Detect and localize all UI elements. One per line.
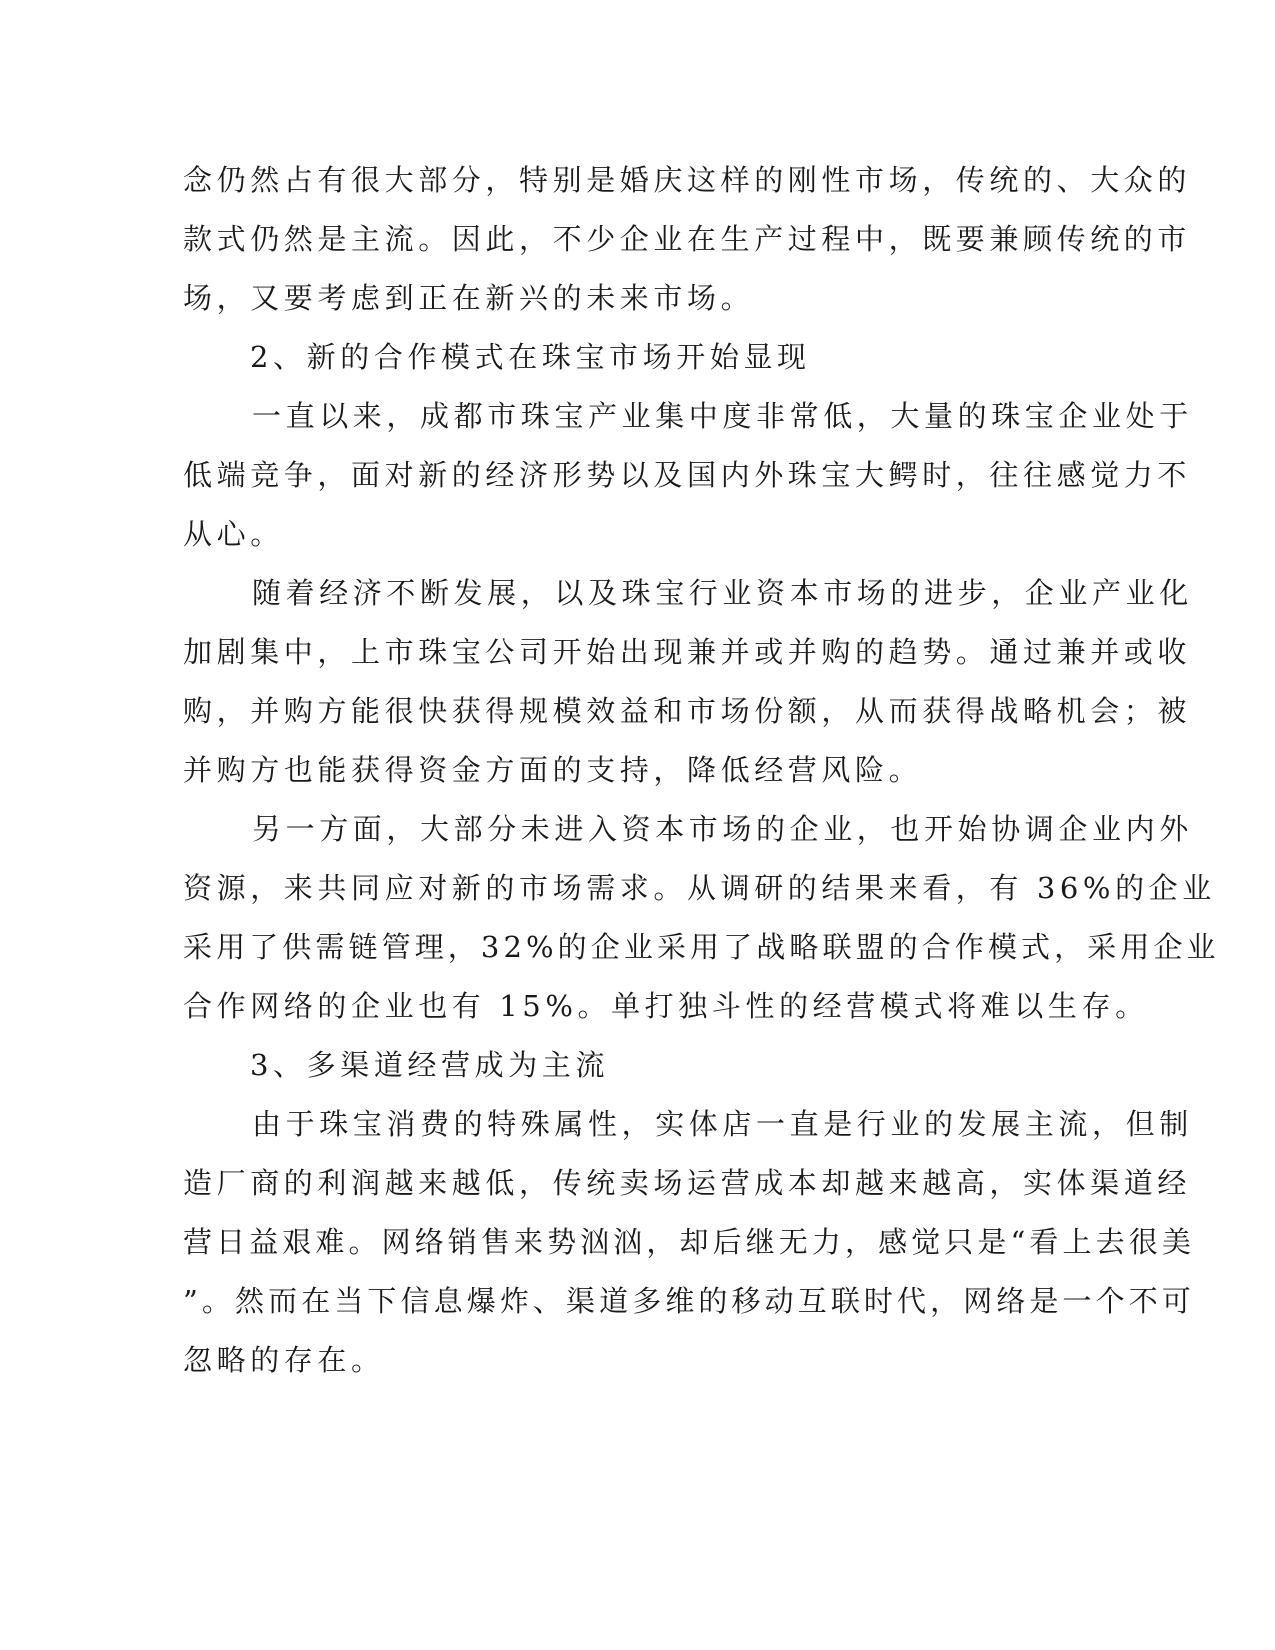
paragraph-line: 从心。	[183, 517, 284, 551]
paragraph-line: ”。然而在当下信息爆炸、渠道多维的移动互联时代，网络是一个不可	[183, 1284, 1195, 1318]
paragraph-line: 资源，来共同应对新的市场需求。从调研的结果来看，有 36%的企业	[183, 871, 1216, 905]
paragraph-line: 低端竞争，面对新的经济形势以及国内外珠宝大鳄时，往往感觉力不	[183, 458, 1192, 492]
paragraph-line: 念仍然占有很大部分，特别是婚庆这样的刚性市场，传统的、大众的	[183, 163, 1192, 197]
section-heading: 2、新的合作模式在珠宝市场开始显现	[250, 340, 811, 374]
paragraph-line: 由于珠宝消费的特殊属性，实体店一直是行业的发展主流，但制	[252, 1107, 1193, 1141]
paragraph-line: 购，并购方能很快获得规模效益和市场份额，从而获得战略机会；被	[183, 694, 1192, 728]
paragraph-line: 合作网络的企业也有 15%。单打独斗性的经营模式将难以生存。	[183, 989, 1149, 1023]
paragraph-line: 随着经济不断发展，以及珠宝行业资本市场的进步，企业产业化	[252, 576, 1193, 610]
paragraph-line: 一直以来，成都市珠宝产业集中度非常低，大量的珠宝企业处于	[252, 399, 1193, 433]
paragraph-line: 并购方也能获得资金方面的支持，降低经营风险。	[183, 753, 923, 787]
paragraph-line: 营日益艰难。网络销售来势汹汹，却后继无力，感觉只是“看上去很美	[183, 1225, 1195, 1259]
paragraph-line: 采用了供需链管理，32%的企业采用了战略联盟的合作模式，采用企业	[183, 930, 1220, 964]
paragraph-line: 造厂商的利润越来越低，传统卖场运营成本却越来越高，实体渠道经	[183, 1166, 1192, 1200]
paragraph-line: 加剧集中，上市珠宝公司开始出现兼并或并购的趋势。通过兼并或收	[183, 635, 1192, 669]
section-heading: 3、多渠道经营成为主流	[250, 1048, 610, 1082]
paragraph-line: 忽略的存在。	[183, 1343, 385, 1377]
paragraph-line: 款式仍然是主流。因此，不少企业在生产过程中，既要兼顾传统的市	[183, 222, 1192, 256]
paragraph-line: 另一方面，大部分未进入资本市场的企业，也开始协调企业内外	[252, 812, 1193, 846]
paragraph-line: 场，又要考虑到正在新兴的未来市场。	[183, 281, 755, 315]
